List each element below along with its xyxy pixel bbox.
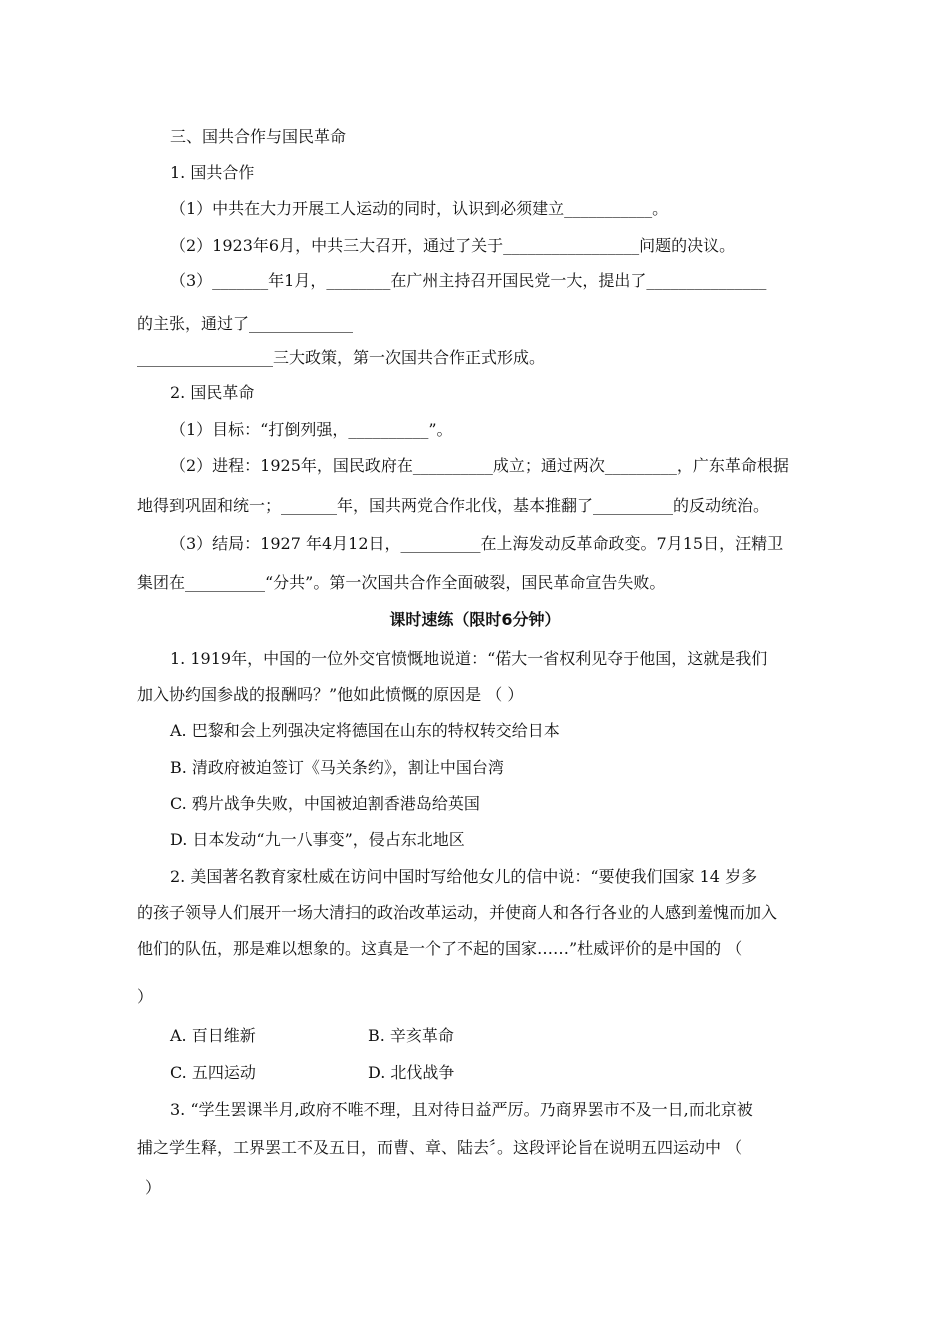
fill-blank-item-cont: _________________三大政策，第一次国共合作正式形成。 — [137, 348, 546, 367]
question-text: ） — [145, 1178, 162, 1197]
answer-option: C. 五四运动 — [170, 1063, 256, 1082]
fill-blank-item-cont: 集团在__________“分共”。第一次国共合作全面破裂，国民革命宣告失败。 — [137, 573, 666, 592]
question-text: 加入协约国参战的报酬吗？”他如此愤慨的原因是 （ ） — [137, 685, 524, 704]
question-text: 3. “学生罢课半月,政府不唯不理，且对待日益严厉。乃商界罢市不及一日,而北京被 — [170, 1100, 753, 1119]
fill-blank-item: （2）1923年6月，中共三大召开，通过了关于_________________问题的决议。 — [170, 236, 736, 255]
answer-option: D. 北伐战争 — [368, 1063, 455, 1082]
practice-heading: 课时速练（限时6分钟） — [389, 610, 561, 629]
question-text: 他们的队伍，那是难以想象的。这真是一个了不起的国家……”杜威评价的是中国的 （ — [137, 939, 743, 958]
subsection-title: 1. 国共合作 — [170, 163, 255, 182]
fill-blank-item-cont: 的主张，通过了_____________ — [137, 314, 354, 333]
question-text: ） — [137, 987, 154, 1006]
question-text: 1. 1919年，中国的一位外交官愤慨地说道：“偌大一省权利见夺于他国，这就是我们 — [170, 649, 768, 668]
question-text: 的孩子领导人们展开一场大清扫的政治改革运动，并使商人和各行各业的人感到羞愧而加入 — [137, 903, 778, 922]
question-text: 捕之学生释，工界罢工不及五日，而曹、章、陆去〞。这段评论旨在说明五四运动中 （ — [137, 1138, 743, 1157]
answer-option: B. 清政府被迫签订《马关条约》，割让中国台湾 — [170, 758, 504, 777]
answer-option: C. 鸦片战争失败，中国被迫割香港岛给英国 — [170, 794, 480, 813]
answer-option: A. 巴黎和会上列强决定将德国在山东的特权转交给日本 — [170, 721, 560, 740]
section-title: 三、国共合作与国民革命 — [170, 127, 347, 146]
question-text: 2. 美国著名教育家杜威在访问中国时写给他女儿的信中说：“要使我们国家 14 岁多 — [170, 867, 758, 886]
answer-option: B. 辛亥革命 — [368, 1026, 454, 1045]
fill-blank-item: （2）进程：1925年，国民政府在__________成立；通过两次_________，广东革命根据 — [170, 456, 789, 475]
answer-option: D. 日本发动“九一八事变”，侵占东北地区 — [170, 830, 465, 849]
subsection-title: 2. 国民革命 — [170, 383, 255, 402]
answer-option: A. 百日维新 — [170, 1026, 256, 1045]
fill-blank-item-cont: 地得到巩固和统一；_______年，国共两党合作北伐，基本推翻了__________的反动统治。 — [137, 496, 770, 515]
fill-blank-item: （1）中共在大力开展工人运动的同时，认识到必须建立___________。 — [170, 199, 669, 218]
fill-blank-item: （1）目标：“打倒列强，__________”。 — [170, 420, 453, 439]
fill-blank-item: （3）结局：1927 年4月12日，__________在上海发动反革命政变。7月15日，汪精卫 — [170, 534, 784, 553]
fill-blank-item: （3）_______年1月，________在广州主持召开国民党一大，提出了_______________ — [170, 271, 767, 290]
